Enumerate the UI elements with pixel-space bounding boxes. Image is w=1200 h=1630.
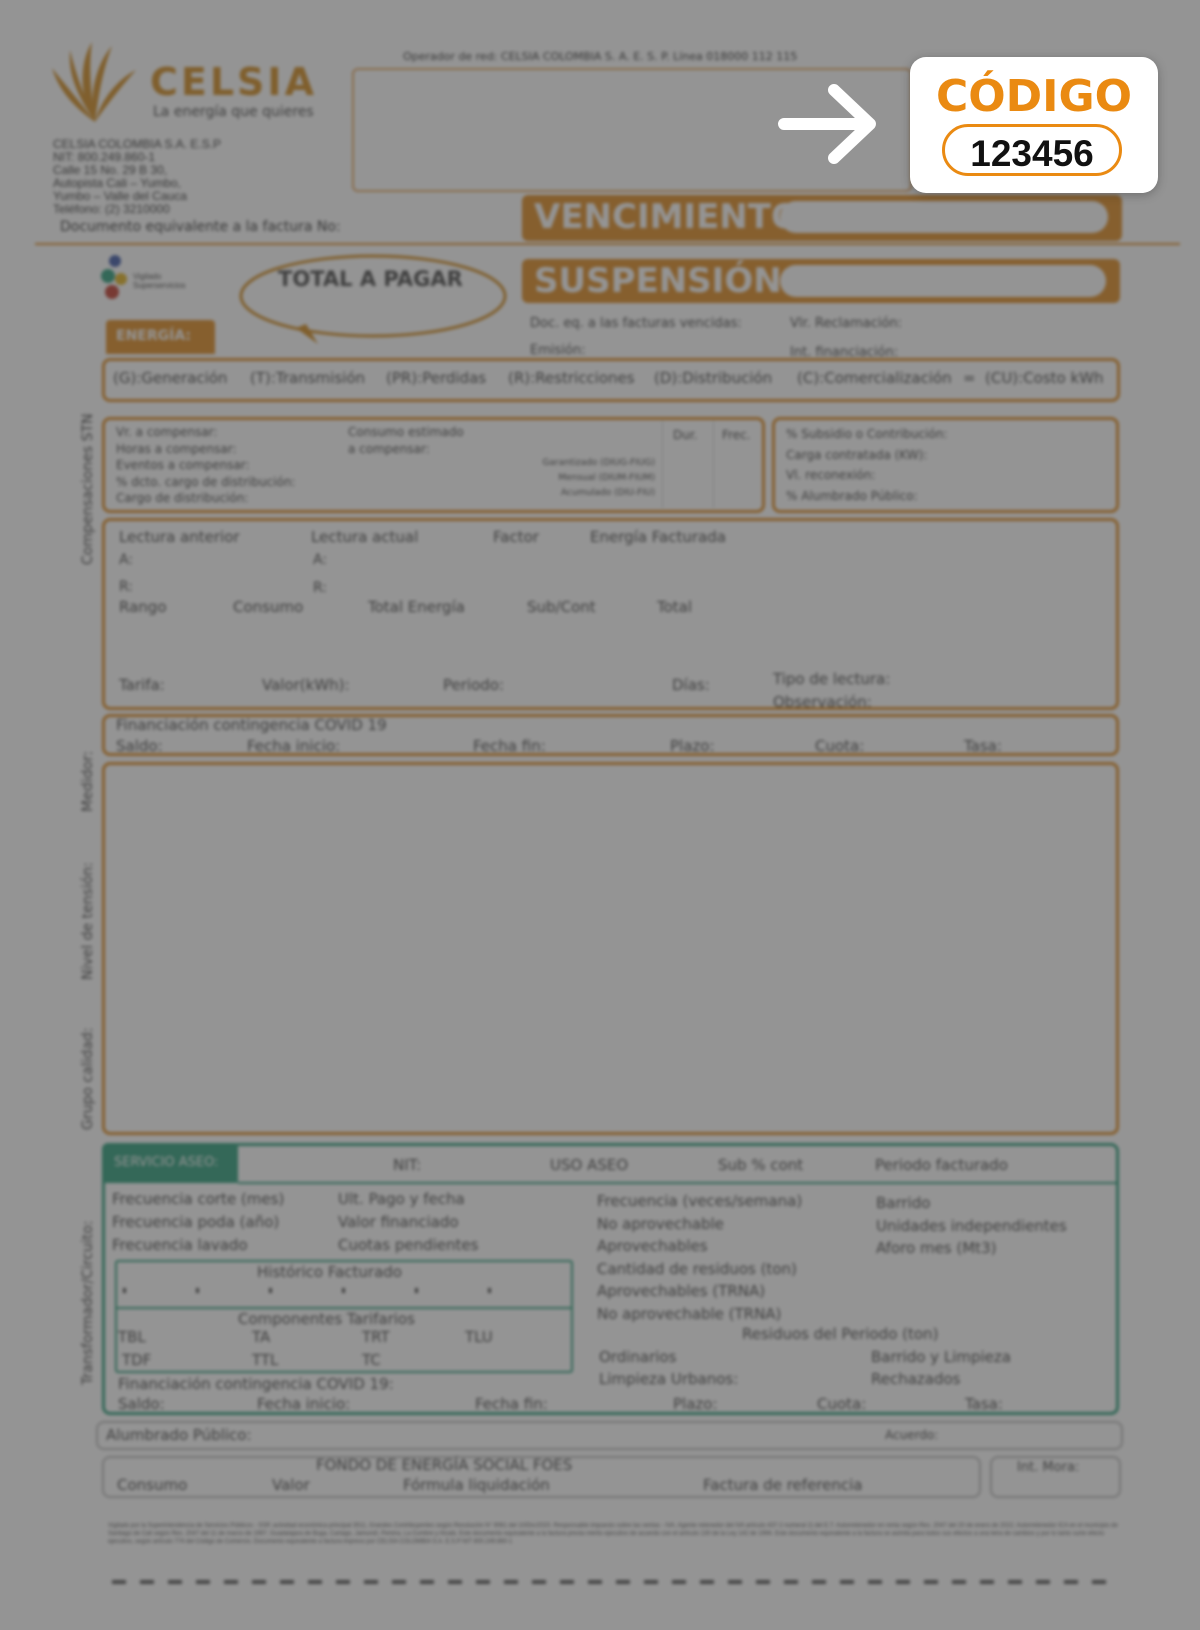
codigo-pill <box>942 124 1122 176</box>
codigo-value: 123456 <box>970 133 1094 174</box>
codigo-title: CÓDIGO <box>935 71 1133 122</box>
arrow-right-icon <box>778 82 882 166</box>
codigo-callout <box>910 57 1158 193</box>
